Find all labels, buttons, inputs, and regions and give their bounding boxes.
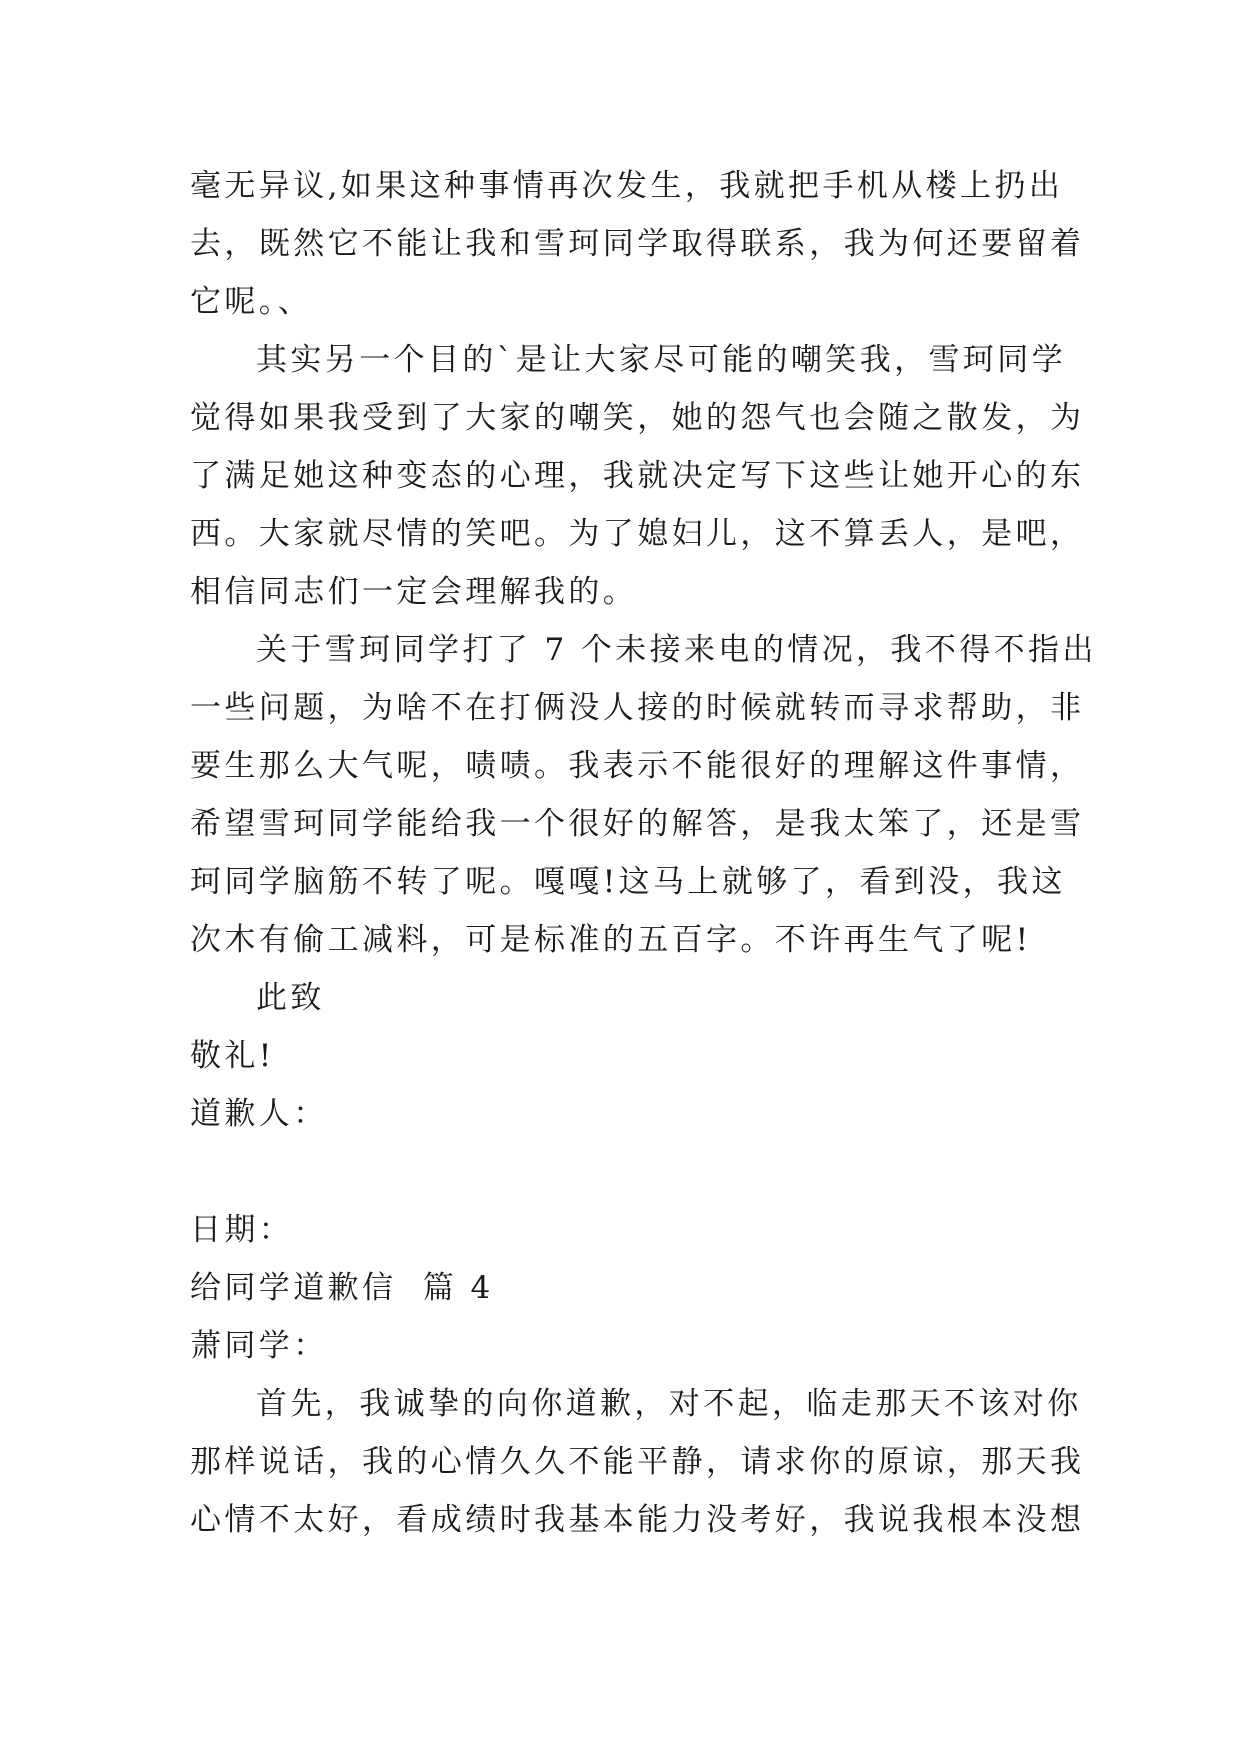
section-heading: 给同学道歉信 篇 4	[190, 1270, 494, 1306]
paragraph-first-line: 其实另一个目的`是让大家尽可能的嘲笑我，雪珂同学	[256, 342, 1067, 378]
text-line: 希望雪珂同学能给我一个很好的解答，是我太笨了，还是雪	[190, 806, 1085, 842]
text-line: 毫无异议,如果这种事情再次发生，我就把手机从楼上扔出	[190, 168, 1064, 204]
text-line: 去，既然它不能让我和雪珂同学取得联系，我为何还要留着	[190, 226, 1085, 262]
text-line: 西。大家就尽情的笑吧。为了媳妇儿，这不算丢人，是吧，	[190, 516, 1085, 552]
text-line: 要生那么大气呢，啧啧。我表示不能很好的理解这件事情，	[190, 748, 1085, 784]
letter-greeting: 萧同学：	[190, 1328, 328, 1364]
paragraph-first-line: 首先，我诚挚的向你道歉，对不起，临走那天不该对你	[256, 1386, 1082, 1422]
signature-label: 道歉人：	[190, 1096, 328, 1132]
paragraph-first-line: 关于雪珂同学打了 7 个未接来电的情况，我不得不指出	[256, 632, 1097, 668]
date-label: 日期：	[190, 1212, 294, 1248]
text-line: 觉得如果我受到了大家的嘲笑，她的怨气也会随之散发，为	[190, 400, 1085, 436]
text-line: 它呢。、	[190, 284, 313, 320]
text-line: 次木有偷工减料，可是标准的五百字。不许再生气了呢!	[190, 922, 1032, 958]
closing-respects: 敬礼!	[190, 1038, 275, 1074]
text-line: 那样说话，我的心情久久不能平静，请求你的原谅，那天我	[190, 1444, 1085, 1480]
closing-salutation: 此致	[256, 980, 325, 1016]
text-line: 珂同学脑筋不转了呢。嘎嘎!这马上就够了，看到没，我这	[190, 864, 1066, 900]
text-line: 心情不太好，看成绩时我基本能力没考好，我说我根本没想	[190, 1502, 1085, 1538]
text-line: 相信同志们一定会理解我的。	[190, 574, 638, 610]
text-line: 了满足她这种变态的心理，我就决定写下这些让她开心的东	[190, 458, 1085, 494]
text-line: 一些问题，为啥不在打俩没人接的时候就转而寻求帮助，非	[190, 690, 1085, 726]
